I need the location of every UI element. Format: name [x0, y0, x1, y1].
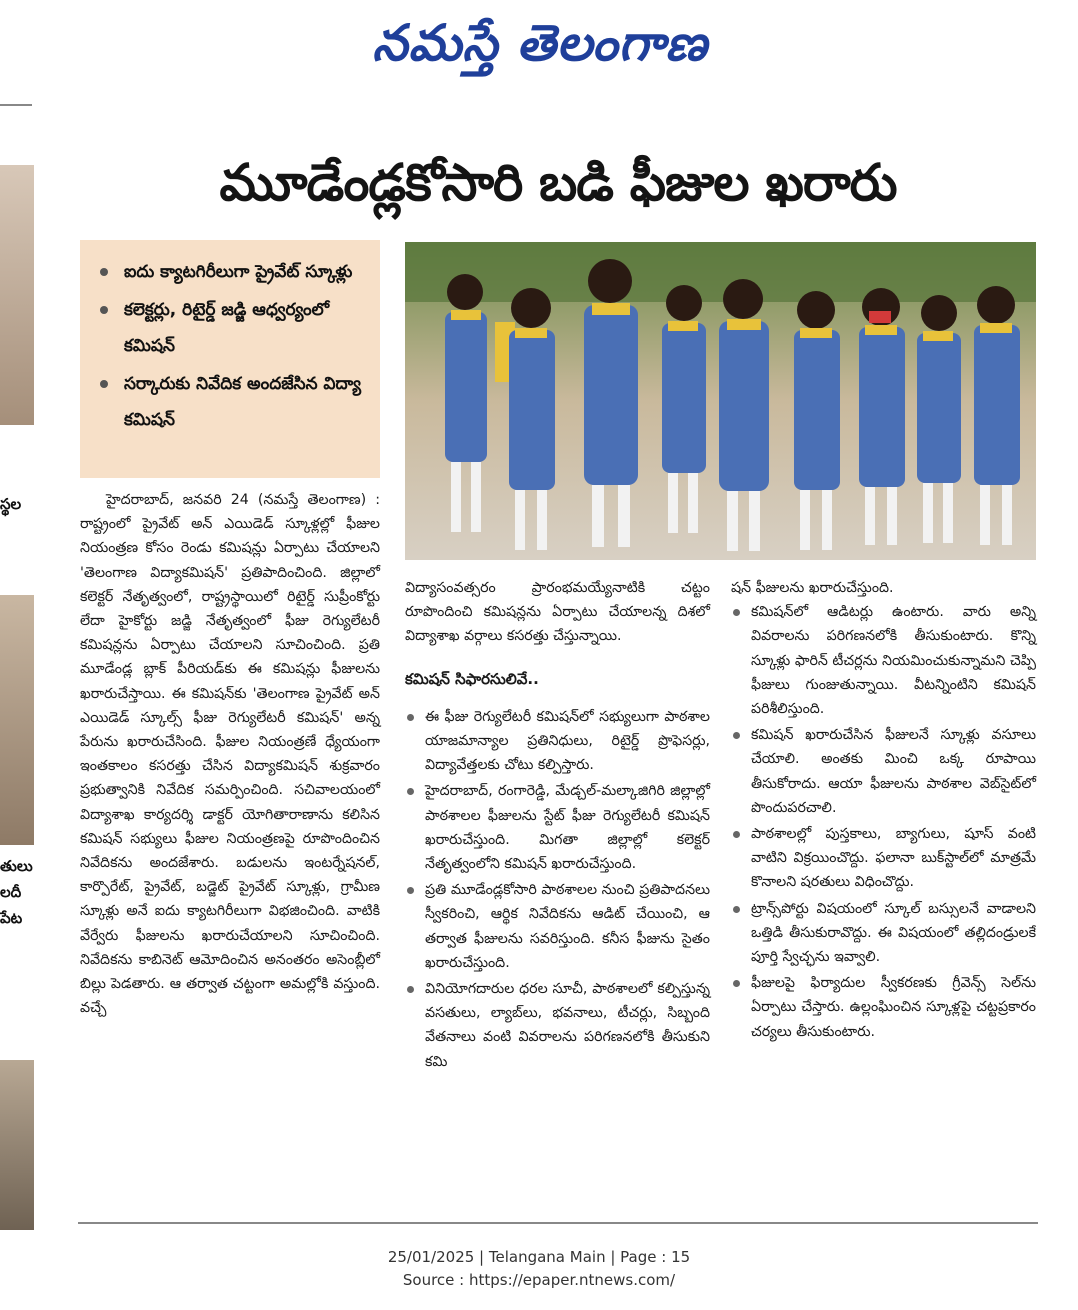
adjacent-word-1: స్థల [0, 495, 22, 513]
highlights-box [80, 240, 380, 478]
recommendations-list [405, 705, 710, 1074]
recommendation-item: కమిషన్ ఖరారుచేసిన ఫీజులనే స్కూళ్లు వసూలు చేయాలి. అంతకు మించి ఒక్క రూపాయి తీసుకోరాదు. ఆయా ఫీజులను పాఠశాల వెబ్‌సైట్‌లో పొందుపరచాలి. [731, 723, 1036, 820]
adjacent-photo-2 [0, 595, 34, 845]
recommendations-list-continued [731, 600, 1036, 1044]
article-column-3 [731, 576, 1036, 1046]
top-rule [0, 104, 32, 106]
highlights-list [80, 240, 380, 438]
students-photo [405, 242, 1036, 560]
adjacent-article-strip [0, 165, 34, 1230]
recommendation-item: ఫీజులపై ఫిర్యాదుల స్వీకరణకు గ్రీవెన్స్ సెల్‌ను ఏర్పాటు చేస్తారు. ఉల్లంఘించిన స్కూళ్లపై చట్టప్రకారం చర్యలు తీసుకుంటారు. [731, 971, 1036, 1044]
recommendation-item: పాఠశాలల్లో పుస్తకాలు, బ్యాగులు, షూస్ వంటి వాటిని విక్రయించొద్దు. ఫలానా బుక్‌స్టాల్‌లో మాత్రమే కొనాలని షరతులు విధించొద్దు. [731, 822, 1036, 895]
bottom-rule [78, 1222, 1038, 1224]
recommendation-item: వినియోగదారుల ధరల సూచీ, పాఠశాలలో కల్పిస్తున్న వసతులు, ల్యాబ్‌లు, భవనాలు, టీచర్లు, సిబ్బంది వేతనాలు వంటి వివరాలను పరిగణనలోకి తీసుకుని కమి [405, 977, 710, 1074]
adjacent-word-4: పేట [0, 909, 23, 927]
article-paragraph: షన్ ఫీజులను ఖరారుచేస్తుంది. [731, 580, 894, 596]
article-column-2 [405, 576, 710, 1076]
article-column-1 [80, 488, 380, 1020]
recommendation-item: ప్రతి మూడేండ్లకోసారి పాఠశాలల నుంచి ప్రతిపాదనలు స్వీకరించి, ఆర్థిక నివేదికను ఆడిట్ చేయించి, ఆ తర్వాత ఫీజులను సవరిస్తుంది. కనీస ఫీజును సైతం ఖరారుచేస్తుంది. [405, 878, 710, 975]
highlight-item: ఐదు క్యాటగిరీలుగా ప్రైవేట్ స్కూళ్లు [98, 254, 370, 290]
adjacent-word-3: లదీ [0, 883, 22, 901]
footer-source[interactable]: Source : https://epaper.ntnews.com/ [402, 1271, 676, 1289]
highlight-item: సర్కారుకు నివేదిక అందజేసిన విద్యా కమిషన్ [98, 366, 370, 438]
highlight-item: కలెక్టర్లు, రిటైర్డ్ జడ్జి ఆధ్వర్యంలో కమిషన్ [98, 292, 370, 364]
footer-date-page: 25/01/2025 | Telangana Main | Page : 15 [387, 1248, 691, 1266]
recommendation-item: హైదరాబాద్, రంగారెడ్డి, మేడ్చల్-మల్కాజిగిరి జిల్లాల్లో పాఠశాలల ఫీజులను స్టేట్ ఫీజు రెగ్యులేటరీ కమిషన్ ఖరారుచేస్తుంది. మిగతా జిల్లాల్లో కలెక్టర్ నేతృత్వంలోని కమిషన్ ఖరారుచేస్తుంది. [405, 779, 710, 876]
adjacent-photo-3 [0, 1060, 34, 1230]
recommendation-item: కమిషన్‌లో ఆడిటర్లు ఉంటారు. వారు అన్ని వివరాలను పరిగణనలోకి తీసుకుంటారు. కొన్ని స్కూళ్లు ఫారిన్ టీచర్లను నియమించుకున్నామని చెప్పి ఫీజులు గుంజుతున్నాయి. వీటన్నింటిని కమిషన్ పరిశీలిస్తుంది. [731, 600, 1036, 721]
recommendation-item: ఈ ఫీజు రెగ్యులేటరీ కమిషన్‌లో సభ్యులుగా పాఠశాల యాజమాన్యాల ప్రతినిధులు, రిటైర్డ్ ప్రొఫెసర్లు, విద్యావేత్తలకు చోటు కల్పిస్తారు. [405, 705, 710, 778]
article-paragraph: విద్యాసంవత్సరం ప్రారంభమయ్యేనాటికి చట్టం రూపొందించి కమిషన్లను ఏర్పాటు చేయాలన్న దిశలో విద్యాశాఖ వర్గాలు కసరత్తు చేస్తున్నాయి. [405, 580, 710, 645]
article-headline: మూడేండ్లకోసారి బడి ఫీజుల ఖరారు [219, 154, 897, 213]
masthead-logo: నమస్తే తెలంగాణ [372, 14, 708, 72]
students-photo-illustration [405, 242, 1036, 560]
recommendations-subheading: కమిషన్ సిఫారసులివే.. [405, 669, 539, 688]
adjacent-photo-1 [0, 165, 34, 425]
article-paragraph: హైదరాబాద్, జనవరి 24 (నమస్తే తెలంగాణ) : రాష్ట్రంలో ప్రైవేట్ అన్ ఎయిడెడ్ స్కూళ్లల్లో ఫీజుల నియంత్రణ కోసం రెండు కమిషన్లు ఏర్పాటు చేయాలని 'తెలంగాణ విద్యాకమిషన్' ప్రతిపాదించింది. జిల్లాలో కలెక్టర్ నేతృత్వంలో, రాష్ట్రస్థాయిలో రిటైర్డ్ సుప్రీంకోర్టు లేదా హైకోర్టు జడ్జి నేతృత్వంలో ఫీజు రెగ్యులేటరీ కమిషన్లను ఏర్పాటు చేయాలని సూచించింది. ప్రతి మూడేండ్ల బ్లాక్ పీరియడ్‌కు ఈ కమిషన్లు ఫీజులను ఖరారుచేస్తాయి. ఈ కమిషన్‌కు 'తెలంగాణ ప్రైవేట్ అన్ ఎయిడెడ్ స్కూల్స్ ఫీజు రెగ్యులేటరీ కమిషన్' అన్న పేరును ఖరారుచేసింది. ఫీజుల నియంత్రణే ధ్యేయంగా ఇంతకాలం కసరత్తు చేసిన విద్యాకమిషన్ శుక్రవారం ప్రభుత్వానికి నివేదిక సమర్పించింది. సచివాలయంలో విద్యాశాఖ కార్యదర్శి డాక్టర్ యోగితారాణాను కలిసిన కమిషన్ సభ్యులు ఫీజుల నియంత్రణపై రూపొందించిన నివేదికను అందజేశారు. బడులను ఇంటర్నేషనల్, కార్పొరేట్, ప్రైవేట్, బడ్జెట్ ప్రైవేట్ స్కూళ్లు, గ్రామీణ స్కూళ్లు అనే ఐదు క్యాటగిరీలుగా విభజించింది. వాటికి వేర్వేరు ఫీజులను ఖరారుచేయాలని సూచించింది. నివేదికను కాబినెట్ ఆమోదించిన అనంతరం అసెంబ్లీలో బిల్లు పెడతారు. ఆ తర్వాత చట్టంగా అమల్లోకి వస్తుంది. వచ్చే [80, 492, 380, 1017]
adjacent-word-2: తులు [0, 857, 33, 875]
recommendation-item: ట్రాన్స్‌పోర్టు విషయంలో స్కూల్ బస్సులనే వాడాలని ఒత్తిడి తీసుకురావొద్దు. ఈ విషయంలో తల్లిదండ్రులకే పూర్తి స్వేచ్ఛను ఇవ్వాలి. [731, 897, 1036, 970]
masthead [0, 0, 1078, 92]
